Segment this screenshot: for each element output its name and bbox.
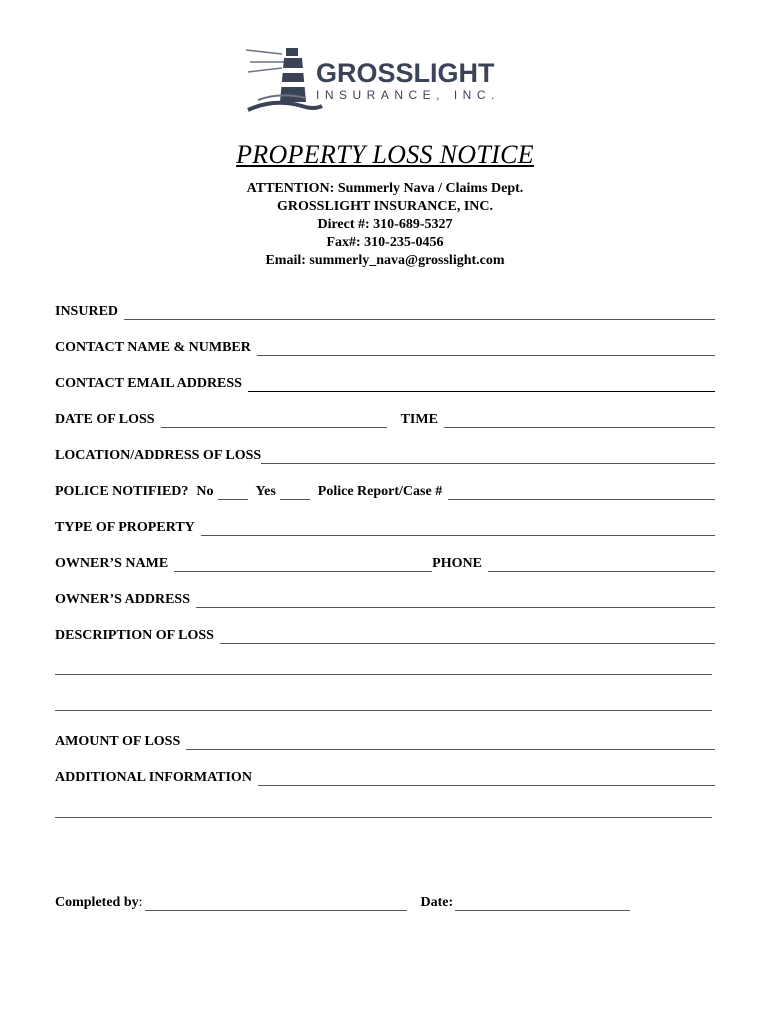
owners-name-label: OWNER’S NAME <box>55 556 169 571</box>
contact-header <box>0 180 770 270</box>
no-label: No <box>196 484 214 499</box>
contact-email-field[interactable] <box>248 377 715 392</box>
owners-address-row <box>55 588 715 608</box>
contact-name-row <box>55 336 715 356</box>
email-line: Email: summerly_nava@grosslight.com <box>265 253 505 268</box>
logo-subtitle: INSURANCE, INC. <box>316 88 500 102</box>
lighthouse-icon <box>244 40 324 120</box>
type-of-property-row <box>55 516 715 536</box>
completed-by-colon: : <box>138 895 143 910</box>
completed-by-field[interactable] <box>145 896 407 911</box>
insured-row <box>55 300 715 320</box>
police-report-label: Police Report/Case # <box>317 484 443 499</box>
contact-name-field[interactable] <box>257 341 715 356</box>
location-row <box>55 444 715 464</box>
direct-phone-line: Direct #: 310-689-5327 <box>317 217 453 232</box>
date-time-row <box>55 408 715 428</box>
additional-field[interactable] <box>258 771 715 786</box>
insured-label: INSURED <box>55 304 119 319</box>
time-field[interactable] <box>444 413 715 428</box>
owners-address-field[interactable] <box>196 593 715 608</box>
company-logo <box>244 40 534 120</box>
date-of-loss-field[interactable] <box>161 413 387 428</box>
fax-line: Fax#: 310-235-0456 <box>326 235 444 250</box>
date-of-loss-label: DATE OF LOSS <box>55 412 155 427</box>
amount-label: AMOUNT OF LOSS <box>55 734 181 749</box>
description-field[interactable] <box>220 629 715 644</box>
additional-row <box>55 766 715 786</box>
owners-name-field[interactable] <box>174 557 432 572</box>
attention-line: ATTENTION: Summerly Nava / Claims Dept. <box>246 181 524 196</box>
description-label: DESCRIPTION OF LOSS <box>55 628 214 643</box>
police-row <box>55 480 715 500</box>
completed-by-label: Completed by <box>55 895 139 910</box>
insured-field[interactable] <box>124 305 715 320</box>
owners-address-label: OWNER’S ADDRESS <box>55 592 190 607</box>
phone-label: PHONE <box>432 556 482 571</box>
company-line: GROSSLIGHT INSURANCE, INC. <box>276 199 493 214</box>
additional-label: ADDITIONAL INFORMATION <box>55 770 252 785</box>
date-field[interactable] <box>455 896 630 911</box>
contact-email-label: CONTACT EMAIL ADDRESS <box>55 376 242 391</box>
additional-line-2[interactable] <box>55 817 712 818</box>
logo-name: GROSSLIGHT <box>316 58 495 88</box>
location-label: LOCATION/ADDRESS OF LOSS <box>55 448 262 463</box>
type-of-property-label: TYPE OF PROPERTY <box>55 520 195 535</box>
description-line-3[interactable] <box>55 710 712 711</box>
completed-row <box>55 891 630 911</box>
police-report-field[interactable] <box>448 485 715 500</box>
location-field[interactable] <box>261 449 715 464</box>
yes-label: Yes <box>255 484 276 499</box>
owner-row <box>55 552 715 572</box>
form-title: PROPERTY LOSS NOTICE <box>236 140 534 169</box>
no-field[interactable] <box>218 485 248 500</box>
contact-email-row <box>55 372 715 392</box>
amount-row <box>55 730 715 750</box>
amount-field[interactable] <box>186 735 715 750</box>
phone-field[interactable] <box>488 557 715 572</box>
description-row <box>55 624 715 644</box>
type-of-property-field[interactable] <box>201 521 715 536</box>
time-label: TIME <box>400 412 438 427</box>
contact-name-label: CONTACT NAME & NUMBER <box>55 340 251 355</box>
police-notified-label: POLICE NOTIFIED? <box>55 484 189 499</box>
yes-field[interactable] <box>280 485 310 500</box>
date-label: Date: <box>420 895 454 910</box>
description-line-2[interactable] <box>55 674 712 675</box>
